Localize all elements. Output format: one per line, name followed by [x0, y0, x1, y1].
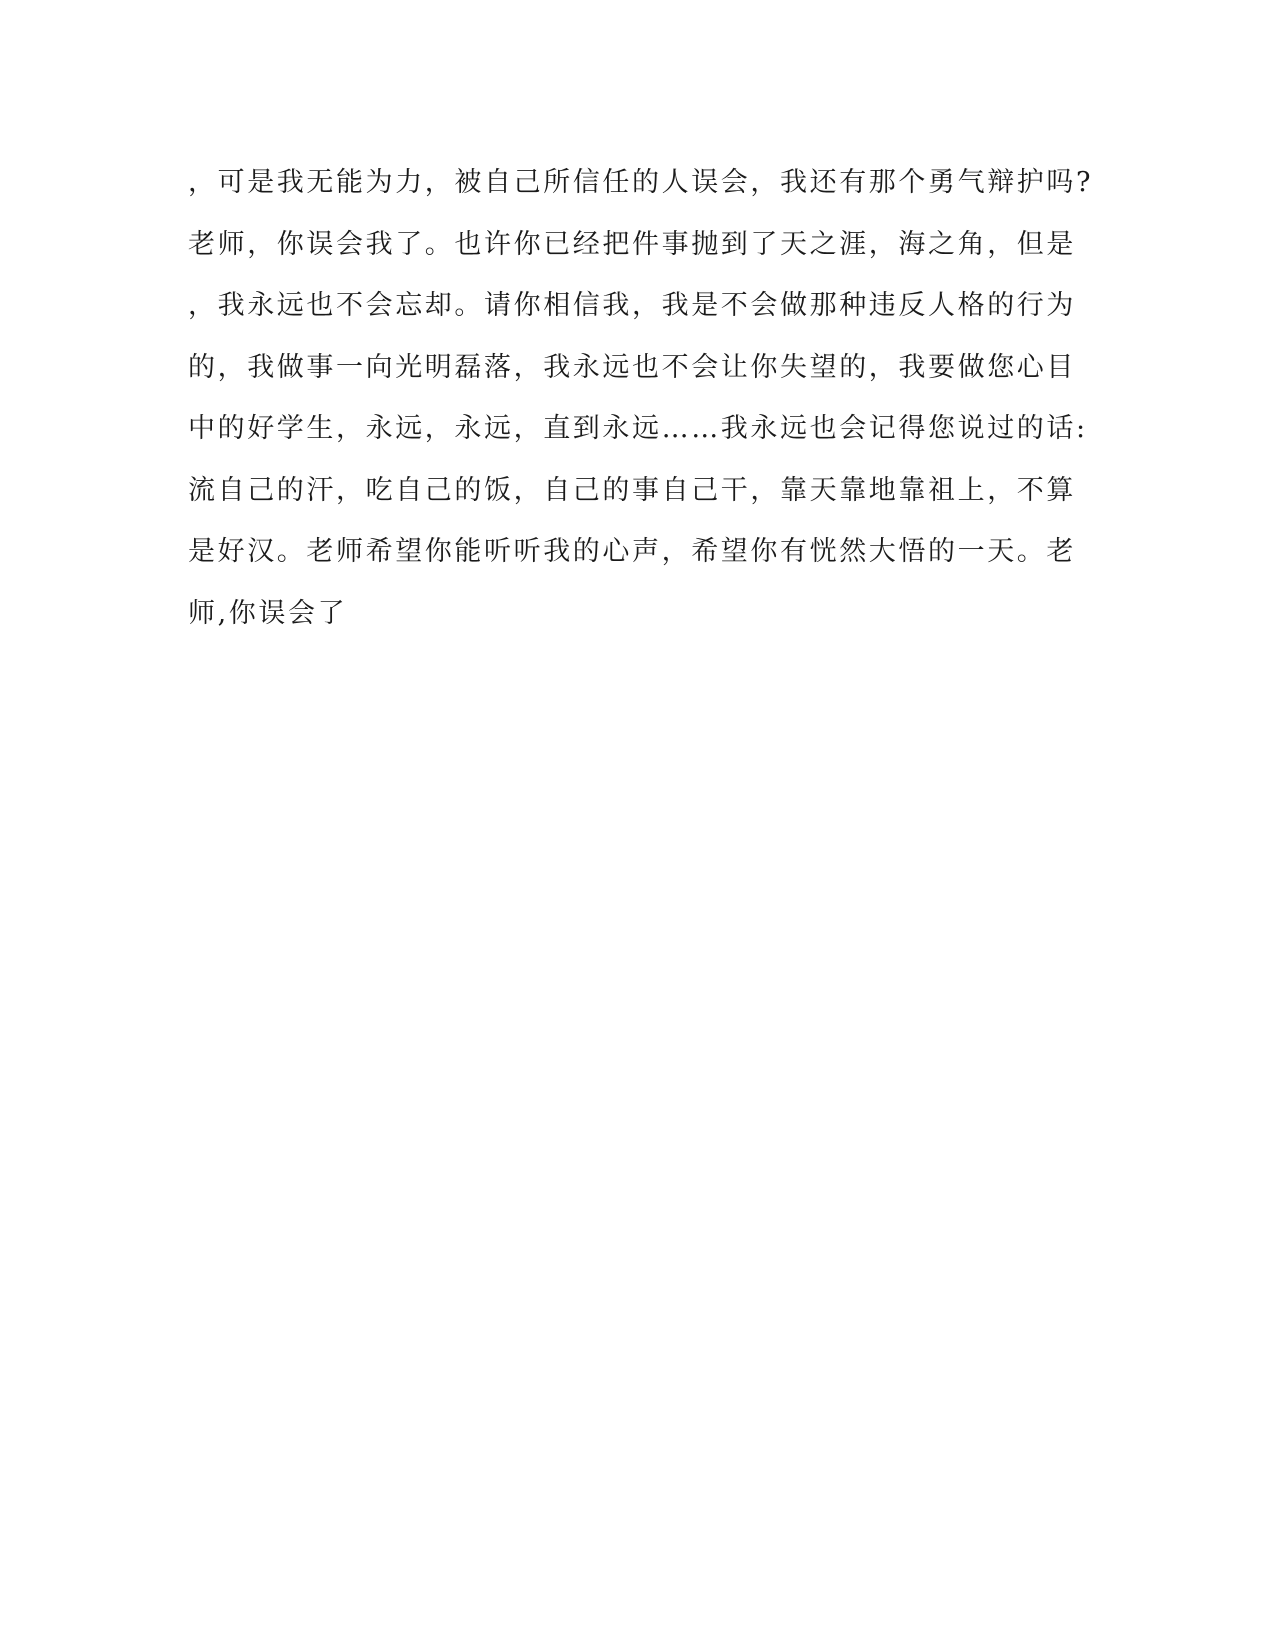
text-line: 师,你误会了 [188, 597, 348, 629]
text-line: 老师，你误会我了。也许你已经把件事抛到了天之涯，海之角，但是 [188, 228, 1076, 260]
text-line: ，我永远也不会忘却。请你相信我，我是不会做那种违反人格的行为 [188, 290, 1076, 321]
text-line: 中的好学生，永远，永远，直到永远……我永远也会记得您说过的话: [188, 413, 1088, 444]
text-line: 流自己的汗，吃自己的饭，自己的事自己干，靠天靠地靠祖上，不算 [188, 474, 1076, 506]
text-line: 的，我做事一向光明磊落，我永远也不会让你失望的，我要做您心目 [188, 351, 1076, 383]
essay-body [188, 163, 1094, 655]
text-line: ，可是我无能为力，被自己所信任的人误会，我还有那个勇气辩护吗? [188, 167, 1094, 198]
text-line: 是好汉。老师希望你能听听我的心声，希望你有恍然大悟的一天。老 [188, 536, 1076, 567]
